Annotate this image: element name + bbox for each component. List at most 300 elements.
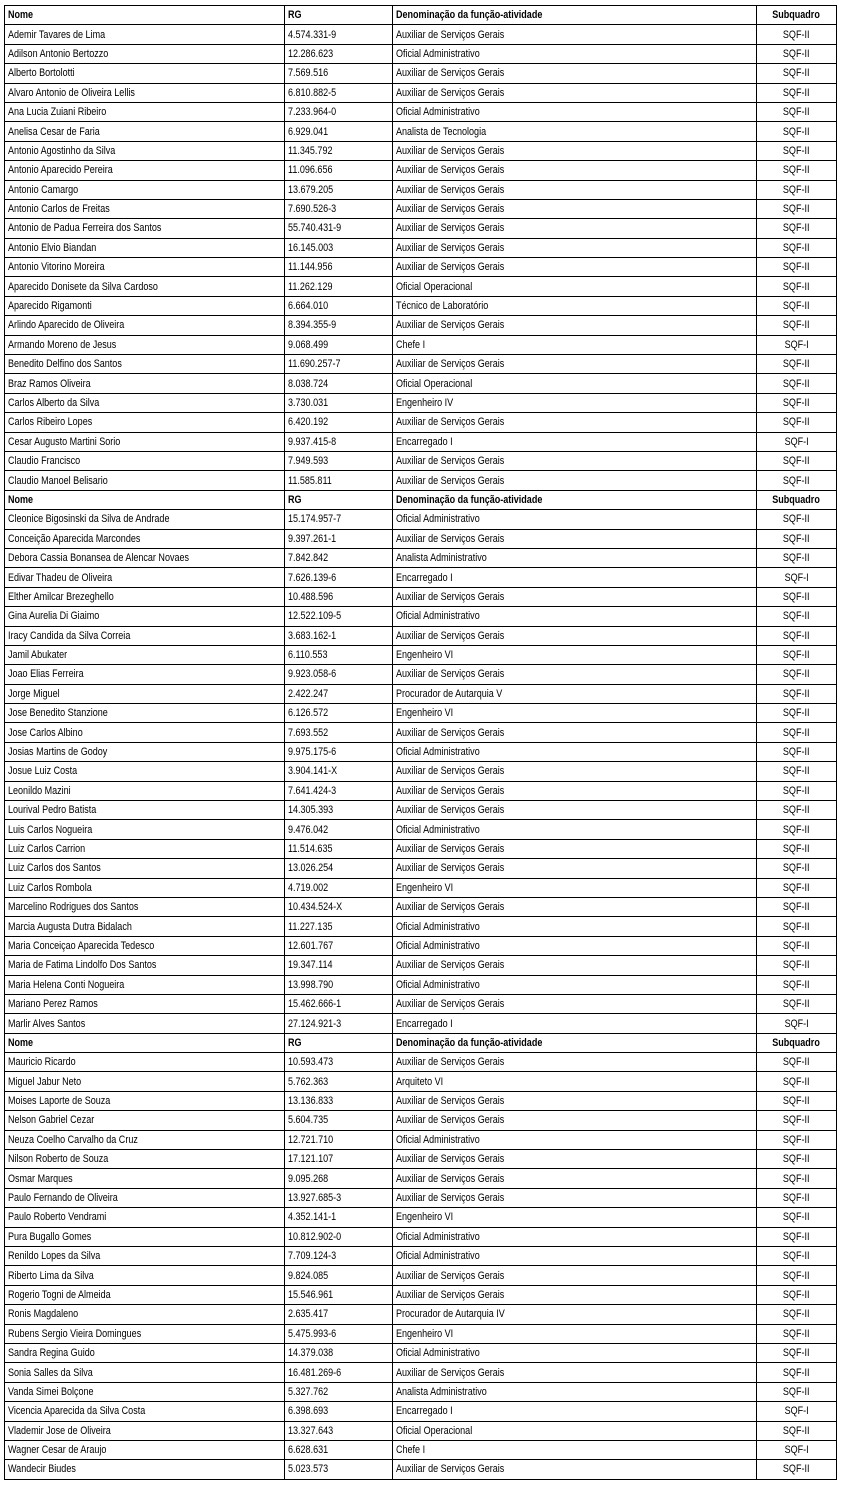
table-row	[5, 161, 837, 180]
table-row	[5, 432, 837, 451]
cell-text: Ademir Tavares de Lima	[8, 28, 106, 41]
cell-text: SQF-II	[783, 261, 810, 274]
table-row	[5, 1324, 837, 1343]
cell-rg	[285, 936, 393, 955]
cell-text: Jose Benedito Stanzione	[8, 707, 108, 720]
cell-name	[5, 704, 285, 723]
cell-text: 3.683.162-1	[288, 629, 337, 642]
cell-name	[5, 897, 285, 916]
cell-name	[5, 1324, 285, 1343]
cell-text: Oficial Administrativo	[396, 1347, 480, 1360]
cell-text: Marcelino Rodrigues dos Santos	[8, 901, 139, 914]
cell-name	[5, 1440, 285, 1459]
cell-text: Vanda Simei Bolçone	[8, 1385, 94, 1398]
cell-text: SQF-II	[783, 649, 810, 662]
cell-rg	[285, 102, 393, 121]
cell-text: SQF-II	[783, 1230, 810, 1243]
cell-text: Cleonice Bigosinski da Silva de Andrade	[8, 513, 170, 526]
column-header-label: Nome	[8, 1036, 34, 1049]
table-row	[5, 1188, 837, 1207]
cell-text: Analista Administrativo	[396, 1385, 487, 1398]
cell-text: Auxiliar de Serviços Gerais	[396, 1056, 505, 1069]
table-row	[5, 839, 837, 858]
cell-rg	[285, 529, 393, 548]
cell-rg	[285, 1053, 393, 1072]
cell-name	[5, 1266, 285, 1285]
cell-subquadro	[757, 665, 837, 684]
cell-text: Jorge Miguel	[8, 687, 60, 700]
cell-function	[393, 1305, 757, 1324]
cell-rg	[285, 1343, 393, 1362]
cell-function	[393, 122, 757, 141]
cell-text: SQF-II	[783, 125, 810, 138]
cell-text: Alvaro Antonio de Oliveira Lellis	[8, 86, 135, 99]
cell-function	[393, 1169, 757, 1188]
cell-text: Oficial Administrativo	[396, 823, 480, 836]
cell-name	[5, 956, 285, 975]
cell-subquadro	[757, 1188, 837, 1207]
cell-text: Oficial Administrativo	[396, 939, 480, 952]
cell-function	[393, 374, 757, 393]
header-row	[5, 1033, 837, 1052]
cell-text: 13.136.833	[288, 1095, 334, 1108]
table-row	[5, 742, 837, 761]
cell-subquadro	[757, 1402, 837, 1421]
cell-subquadro	[757, 762, 837, 781]
cell-text: Jose Carlos Albino	[8, 726, 83, 739]
cell-rg	[285, 335, 393, 354]
table-row	[5, 975, 837, 994]
cell-text: Auxiliar de Serviços Gerais	[396, 86, 505, 99]
cell-text: Luiz Carlos Carrion	[8, 842, 86, 855]
table-row	[5, 917, 837, 936]
cell-function	[393, 1150, 757, 1169]
cell-text: SQF-II	[783, 1288, 810, 1301]
cell-text: 9.824.085	[288, 1269, 329, 1282]
table-row	[5, 1130, 837, 1149]
cell-function	[393, 432, 757, 451]
cell-rg	[285, 1402, 393, 1421]
cell-subquadro	[757, 335, 837, 354]
cell-text: Auxiliar de Serviços Gerais	[396, 1114, 505, 1127]
cell-text: SQF-II	[783, 823, 810, 836]
cell-subquadro	[757, 122, 837, 141]
cell-function	[393, 529, 757, 548]
cell-text: Ana Lucia Zuiani Ribeiro	[8, 106, 107, 119]
cell-subquadro	[757, 742, 837, 761]
cell-text: 14.305.393	[288, 804, 334, 817]
cell-text: Engenheiro VI	[396, 649, 454, 662]
cell-text: Alberto Bortolotti	[8, 67, 75, 80]
cell-name	[5, 1402, 285, 1421]
cell-text: SQF-I	[784, 338, 809, 351]
cell-name	[5, 102, 285, 121]
cell-text: 6.628.631	[288, 1444, 329, 1457]
table-row	[5, 296, 837, 315]
cell-text: Auxiliar de Serviços Gerais	[396, 183, 505, 196]
cell-function	[393, 1014, 757, 1033]
cell-text: 19.347.114	[288, 959, 333, 972]
cell-rg	[285, 1150, 393, 1169]
cell-function	[393, 451, 757, 470]
cell-function	[393, 161, 757, 180]
cell-name	[5, 451, 285, 470]
cell-name	[5, 64, 285, 83]
table-row	[5, 1440, 837, 1459]
table-row	[5, 413, 837, 432]
cell-text: SQF-II	[783, 726, 810, 739]
cell-text: SQF-II	[783, 1463, 810, 1476]
cell-name	[5, 917, 285, 936]
cell-text: Auxiliar de Serviços Gerais	[396, 67, 505, 80]
cell-subquadro	[757, 994, 837, 1013]
cell-text: Lourival Pedro Batista	[8, 804, 97, 817]
cell-text: Auxiliar de Serviços Gerais	[396, 862, 505, 875]
cell-text: Encarregado I	[396, 1405, 453, 1418]
cell-text: Oficial Administrativo	[396, 1250, 480, 1263]
cell-text: Engenheiro VI	[396, 1327, 454, 1340]
cell-rg	[285, 432, 393, 451]
cell-text: 5.604.735	[288, 1114, 329, 1127]
cell-subquadro	[757, 355, 837, 374]
cell-rg	[285, 1208, 393, 1227]
cell-text: Antonio Vitorino Moreira	[8, 261, 105, 274]
cell-name	[5, 83, 285, 102]
cell-subquadro	[757, 723, 837, 742]
cell-name	[5, 1382, 285, 1401]
cell-text: Rogerio Togni de Almeida	[8, 1288, 111, 1301]
cell-rg	[285, 897, 393, 916]
cell-function	[393, 684, 757, 703]
cell-text: Técnico de Laboratório	[396, 300, 489, 313]
table-row	[5, 1227, 837, 1246]
cell-function	[393, 723, 757, 742]
cell-text: Mariano Perez Ramos	[8, 998, 98, 1011]
cell-subquadro	[757, 219, 837, 238]
column-header-name	[5, 490, 285, 509]
cell-function	[393, 1208, 757, 1227]
cell-text: 9.476.042	[288, 823, 329, 836]
cell-text: SQF-II	[783, 998, 810, 1011]
cell-text: SQF-II	[783, 842, 810, 855]
cell-text: Claudio Francisco	[8, 455, 81, 468]
table-row	[5, 548, 837, 567]
cell-text: Auxiliar de Serviços Gerais	[396, 1095, 505, 1108]
table-row	[5, 1072, 837, 1091]
cell-text: SQF-II	[783, 397, 810, 409]
cell-text: SQF-II	[783, 474, 810, 487]
table-row	[5, 471, 837, 490]
cell-text: Encarregado I	[396, 435, 453, 448]
cell-name	[5, 258, 285, 277]
cell-rg	[285, 917, 393, 936]
table-row	[5, 1208, 837, 1227]
cell-text: 9.937.415-8	[288, 435, 337, 448]
cell-subquadro	[757, 1130, 837, 1149]
cell-function	[393, 316, 757, 335]
cell-text: 10.434.524-X	[288, 901, 343, 914]
cell-text: Moises Laporte de Souza	[8, 1095, 111, 1108]
cell-text: SQF-II	[783, 959, 810, 972]
cell-name	[5, 199, 285, 218]
cell-function	[393, 1130, 757, 1149]
cell-function	[393, 258, 757, 277]
cell-function	[393, 1091, 757, 1110]
cell-text: 8.394.355-9	[288, 319, 337, 332]
cell-function	[393, 548, 757, 567]
cell-text: Auxiliar de Serviços Gerais	[396, 241, 505, 254]
table-row	[5, 704, 837, 723]
cell-text: 13.998.790	[288, 978, 334, 991]
cell-name	[5, 878, 285, 897]
cell-text: 6.420.192	[288, 416, 329, 429]
cell-rg	[285, 83, 393, 102]
cell-text: Gina Aurelia Di Giaimo	[8, 610, 100, 623]
cell-text: Antonio Agostinho da Silva	[8, 144, 116, 157]
table-row	[5, 451, 837, 470]
cell-text: Auxiliar de Serviços Gerais	[396, 1192, 505, 1205]
cell-function	[393, 607, 757, 626]
column-header-label: Nome	[8, 493, 34, 506]
cell-text: Auxiliar de Serviços Gerais	[396, 474, 505, 487]
cell-text: Antonio de Padua Ferreira dos Santos	[8, 222, 162, 235]
table-row	[5, 1111, 837, 1130]
cell-rg	[285, 859, 393, 878]
cell-text: Pura Bugallo Gomes	[8, 1230, 92, 1243]
table-row	[5, 801, 837, 820]
cell-subquadro	[757, 1208, 837, 1227]
cell-text: Paulo Fernando de Oliveira	[8, 1192, 118, 1205]
cell-subquadro	[757, 936, 837, 955]
cell-rg	[285, 510, 393, 529]
cell-text: Antonio Carlos de Freitas	[8, 203, 110, 216]
cell-text: Rubens Sergio Vieira Domingues	[8, 1327, 142, 1340]
cell-text: 17.121.107	[288, 1153, 334, 1166]
cell-text: SQF-II	[783, 319, 810, 332]
cell-text: 16.145.003	[288, 241, 334, 254]
cell-text: Riberto Lima da Silva	[8, 1269, 94, 1282]
table-row	[5, 878, 837, 897]
cell-rg	[285, 975, 393, 994]
column-header-label: Denominação da função-atividade	[396, 493, 543, 506]
cell-text: Nilson Roberto de Souza	[8, 1153, 109, 1166]
table-row	[5, 1305, 837, 1324]
cell-name	[5, 742, 285, 761]
column-header-label: Subquadro	[772, 493, 821, 506]
cell-rg	[285, 393, 393, 412]
cell-text: Armando Moreno de Jesus	[8, 338, 117, 351]
cell-text: SQF-II	[783, 978, 810, 991]
cell-function	[393, 335, 757, 354]
cell-text: 12.522.109-5	[288, 610, 342, 623]
column-header-rg	[285, 6, 393, 25]
table-row	[5, 1382, 837, 1401]
cell-text: Marcia Augusta Dutra Bidalach	[8, 920, 132, 933]
cell-text: Nelson Gabriel Cezar	[8, 1114, 95, 1127]
cell-subquadro	[757, 1305, 837, 1324]
cell-text: 2.422.247	[288, 687, 329, 700]
cell-name	[5, 25, 285, 44]
cell-text: SQF-II	[783, 1211, 810, 1224]
cell-text: Auxiliar de Serviços Gerais	[396, 842, 505, 855]
table-row	[5, 1014, 837, 1033]
table-row	[5, 316, 837, 335]
cell-text: Auxiliar de Serviços Gerais	[396, 319, 505, 332]
cell-text: SQF-II	[783, 765, 810, 778]
cell-text: Oficial Administrativo	[396, 746, 480, 759]
table-row	[5, 936, 837, 955]
cell-name	[5, 1053, 285, 1072]
cell-rg	[285, 781, 393, 800]
cell-name	[5, 1111, 285, 1130]
cell-text: Sonia Salles da Silva	[8, 1366, 93, 1379]
cell-text: Auxiliar de Serviços Gerais	[396, 416, 505, 429]
cell-rg	[285, 548, 393, 567]
column-header-function	[393, 1033, 757, 1052]
cell-rg	[285, 1266, 393, 1285]
cell-subquadro	[757, 781, 837, 800]
cell-rg	[285, 1111, 393, 1130]
cell-text: Auxiliar de Serviços Gerais	[396, 1172, 505, 1185]
cell-text: 7.842.842	[288, 552, 329, 565]
cell-subquadro	[757, 471, 837, 490]
cell-text: Oficial Administrativo	[396, 106, 480, 119]
cell-name	[5, 645, 285, 664]
cell-text: Auxiliar de Serviços Gerais	[396, 668, 505, 681]
cell-name	[5, 1188, 285, 1207]
cell-text: Analista de Tecnologia	[396, 125, 487, 138]
cell-function	[393, 1188, 757, 1207]
cell-name	[5, 277, 285, 296]
cell-name	[5, 1343, 285, 1362]
cell-subquadro	[757, 432, 837, 451]
table-row	[5, 1363, 837, 1382]
cell-text: Conceição Aparecida Marcondes	[8, 532, 141, 545]
cell-rg	[285, 994, 393, 1013]
cell-subquadro	[757, 587, 837, 606]
cell-text: 7.569.516	[288, 67, 329, 80]
cell-rg	[285, 64, 393, 83]
cell-text: SQF-II	[783, 552, 810, 565]
column-header-function	[393, 490, 757, 509]
cell-text: Auxiliar de Serviços Gerais	[396, 144, 505, 157]
column-header-label: Nome	[8, 9, 34, 22]
cell-subquadro	[757, 316, 837, 335]
cell-name	[5, 296, 285, 315]
cell-text: Auxiliar de Serviços Gerais	[396, 726, 505, 739]
table-row	[5, 277, 837, 296]
table-row	[5, 587, 837, 606]
cell-rg	[285, 296, 393, 315]
cell-function	[393, 180, 757, 199]
cell-rg	[285, 762, 393, 781]
cell-text: 5.023.573	[288, 1463, 329, 1476]
cell-text: Oficial Administrativo	[396, 1230, 480, 1243]
cell-function	[393, 141, 757, 160]
cell-text: Oficial Administrativo	[396, 610, 480, 623]
cell-name	[5, 626, 285, 645]
cell-rg	[285, 161, 393, 180]
column-header-label: RG	[288, 9, 302, 22]
cell-text: SQF-II	[783, 1133, 810, 1146]
cell-text: Leonildo Mazini	[8, 784, 71, 797]
cell-name	[5, 1247, 285, 1266]
cell-text: 9.397.261-1	[288, 532, 337, 545]
cell-text: SQF-II	[783, 1269, 810, 1282]
cell-text: 6.126.572	[288, 707, 329, 720]
cell-rg	[285, 141, 393, 160]
table-row	[5, 645, 837, 664]
cell-text: Oficial Administrativo	[396, 1133, 480, 1146]
cell-text: SQF-II	[783, 203, 810, 216]
cell-text: Renildo Lopes da Silva	[8, 1250, 101, 1263]
cell-rg	[285, 238, 393, 257]
cell-name	[5, 1285, 285, 1304]
cell-text: 12.286.623	[288, 47, 334, 60]
cell-subquadro	[757, 548, 837, 567]
cell-text: 15.546.961	[288, 1288, 334, 1301]
cell-function	[393, 897, 757, 916]
cell-rg	[285, 665, 393, 684]
cell-rg	[285, 1072, 393, 1091]
cell-name	[5, 1169, 285, 1188]
table-row	[5, 258, 837, 277]
cell-name	[5, 141, 285, 160]
cell-name	[5, 801, 285, 820]
column-header-rg	[285, 1033, 393, 1052]
cell-text: Wagner Cesar de Araujo	[8, 1444, 107, 1457]
cell-name	[5, 44, 285, 63]
cell-rg	[285, 704, 393, 723]
cell-text: 7.693.552	[288, 726, 329, 739]
cell-text: Mauricio Ricardo	[8, 1056, 76, 1069]
cell-rg	[285, 44, 393, 63]
cell-text: Auxiliar de Serviços Gerais	[396, 998, 505, 1011]
cell-text: SQF-II	[783, 939, 810, 952]
table-row	[5, 820, 837, 839]
cell-text: 5.475.993-6	[288, 1327, 337, 1340]
cell-function	[393, 936, 757, 955]
cell-text: Procurador de Autarquia V	[396, 687, 503, 700]
cell-text: Oficial Administrativo	[396, 47, 480, 60]
cell-text: 10.488.596	[288, 590, 334, 603]
table-row	[5, 64, 837, 83]
cell-rg	[285, 1227, 393, 1246]
cell-text: SQF-II	[783, 1075, 810, 1088]
cell-text: Carlos Ribeiro Lopes	[8, 416, 93, 429]
cell-text: SQF-II	[783, 300, 810, 313]
cell-text: 7.949.593	[288, 455, 329, 468]
cell-subquadro	[757, 956, 837, 975]
cell-text: Auxiliar de Serviços Gerais	[396, 901, 505, 914]
cell-subquadro	[757, 859, 837, 878]
cell-function	[393, 1247, 757, 1266]
cell-name	[5, 1072, 285, 1091]
cell-text: SQF-II	[783, 668, 810, 681]
cell-subquadro	[757, 199, 837, 218]
cell-subquadro	[757, 64, 837, 83]
cell-text: SQF-II	[783, 687, 810, 700]
cell-function	[393, 956, 757, 975]
cell-text: 11.144.956	[288, 261, 333, 274]
cell-name	[5, 607, 285, 626]
cell-function	[393, 1324, 757, 1343]
cell-subquadro	[757, 1111, 837, 1130]
cell-name	[5, 587, 285, 606]
cell-rg	[285, 1247, 393, 1266]
cell-text: Procurador de Autarquia IV	[396, 1308, 505, 1321]
cell-function	[393, 568, 757, 587]
